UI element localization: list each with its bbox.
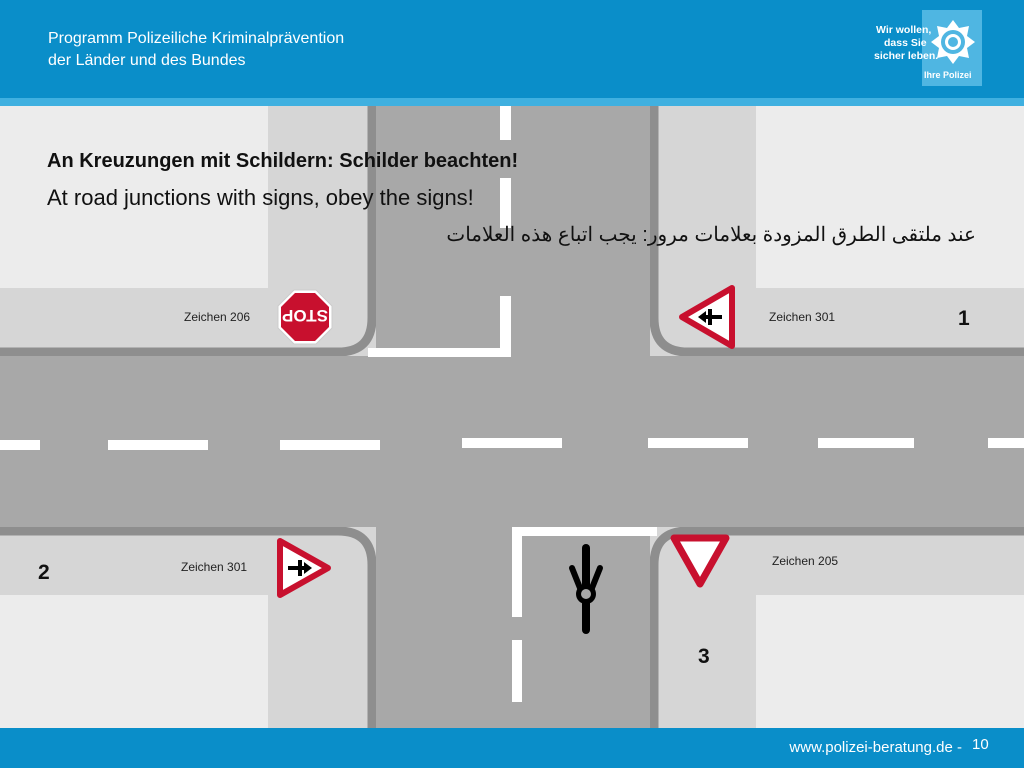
position-3: 3: [698, 645, 710, 668]
position-1: 1: [958, 307, 970, 330]
logo-text-1: Wir wollen,: [876, 24, 932, 36]
logo-text-2: dass Sie: [884, 37, 927, 49]
stop-sign: [278, 290, 332, 344]
page-number: 10: [972, 736, 989, 753]
title-ar: عند ملتقى الطرق المزودة بعلامات مرور: يجب اتباع هذه العلامات: [446, 224, 976, 246]
stop-sign-label: Zeichen 206: [184, 310, 251, 324]
footer-bar: [0, 728, 1024, 768]
position-2: 2: [38, 561, 50, 584]
title-en: At road junctions with signs, obey the signs!: [47, 185, 474, 210]
logo-text-3: sicher leben.: [874, 50, 939, 62]
yield-sign-label: Zeichen 205: [772, 554, 839, 568]
footer-url[interactable]: www.polizei-beratung.de -: [789, 739, 962, 756]
priority-sign-sw-label: Zeichen 301: [181, 560, 248, 574]
title-de: An Kreuzungen mit Schildern: Schilder beachten!: [47, 150, 519, 172]
police-logo: [868, 8, 984, 88]
stop-sign-text: STOP: [282, 306, 328, 325]
org-line-2: der Länder und des Bundes: [48, 52, 246, 69]
header-bar: [0, 0, 1024, 98]
org-name: [48, 28, 344, 72]
police-star-icon: [931, 20, 975, 64]
org-line-1: Programm Polizeiliche Kriminalprävention: [48, 30, 345, 47]
priority-sign-ne-label: Zeichen 301: [769, 310, 836, 324]
header-stripe: [0, 98, 1024, 106]
logo-text-4: Ihre Polizei: [924, 70, 972, 80]
